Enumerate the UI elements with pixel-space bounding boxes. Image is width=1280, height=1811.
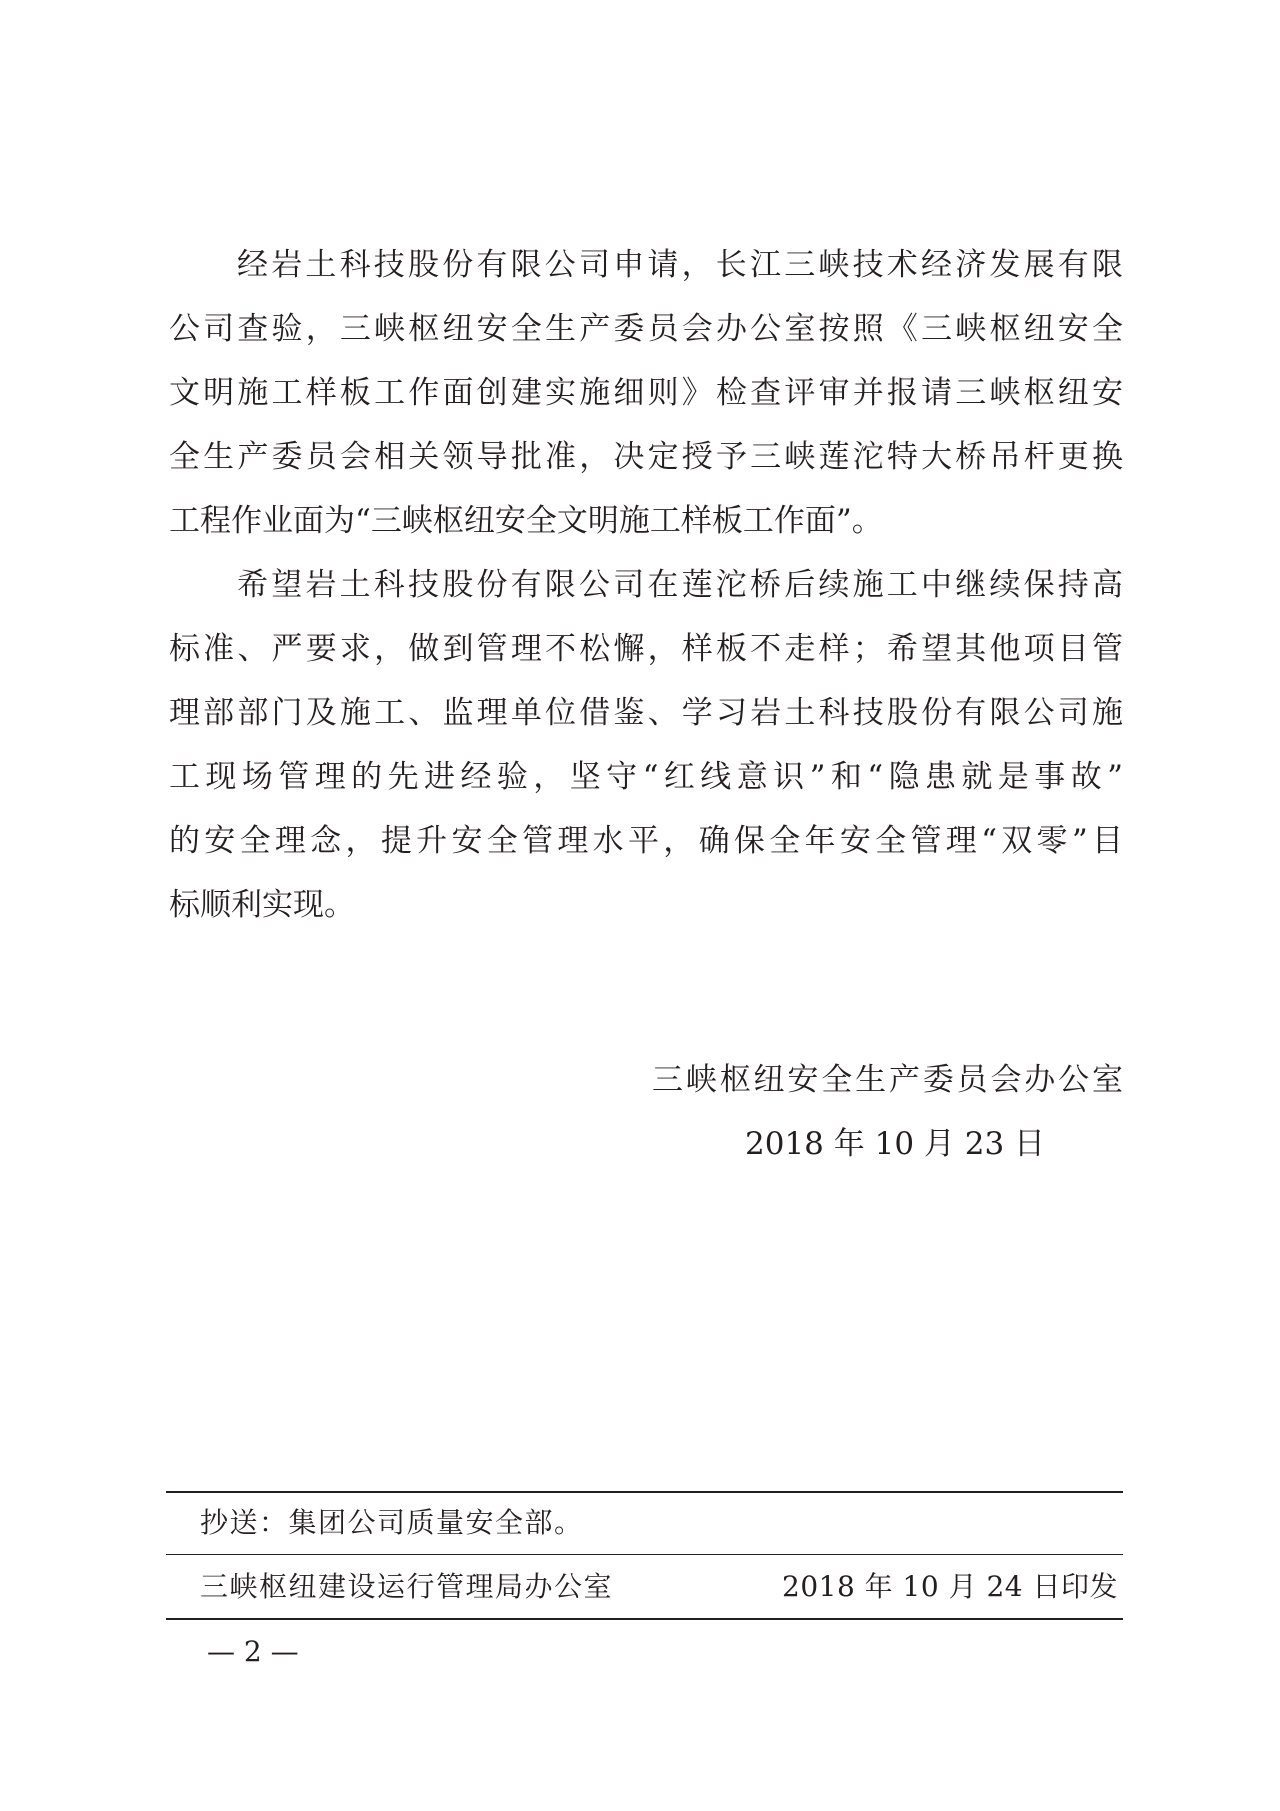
paragraph-2-line: 理部部门及施工、监理单位借鉴、学习岩土科技股份有限公司施 (169, 695, 1123, 731)
footer-bottom-rule (166, 1618, 1123, 1620)
signature-organization: 三峡枢纽安全生产委员会办公室 (652, 1062, 1123, 1098)
paragraph-1-line: 公司查验，三峡枢纽安全生产委员会办公室按照《三峡枢纽安全 (169, 311, 1123, 347)
paragraph-2-line: 工现场管理的先进经验，坚守“红线意识”和“隐患就是事故” (169, 759, 1123, 795)
paragraph-1-line: 文明施工样板工作面创建实施细则》检查评审并报请三峡枢纽安 (169, 375, 1123, 411)
paragraph-1-line: 经岩土科技股份有限公司申请，长江三峡技术经济发展有限 (237, 247, 1123, 283)
document-body (169, 233, 1123, 937)
paragraph-1-line: 工程作业面为“三峡枢纽安全文明施工样板工作面”。 (169, 503, 883, 539)
footer-middle-rule (166, 1554, 1123, 1555)
cc-recipients: 抄送：集团公司质量安全部。 (200, 1506, 584, 1539)
paragraph-1-line: 全生产委员会相关领导批准，决定授予三峡莲沱特大桥吊杆更换 (169, 439, 1123, 475)
paragraph-2-line: 标顺利实现。 (169, 887, 355, 923)
paragraph-2-line: 的安全理念，提升安全管理水平，确保全年安全管理“双零”目 (169, 823, 1123, 859)
footer-top-rule (166, 1491, 1123, 1493)
signature-date: 2018 年 10 月 23 日 (745, 1126, 1046, 1162)
issuing-office: 三峡枢纽建设运行管理局办公室 (200, 1570, 614, 1603)
paragraph-2-line: 标准、严要求，做到管理不松懈，样板不走样；希望其他项目管 (169, 631, 1123, 667)
paragraph-2-line: 希望岩土科技股份有限公司在莲沱桥后续施工中继续保持高 (237, 567, 1123, 603)
page-number: — 2 — (207, 1635, 299, 1668)
issue-date: 2018 年 10 月 24 日印发 (782, 1570, 1119, 1603)
